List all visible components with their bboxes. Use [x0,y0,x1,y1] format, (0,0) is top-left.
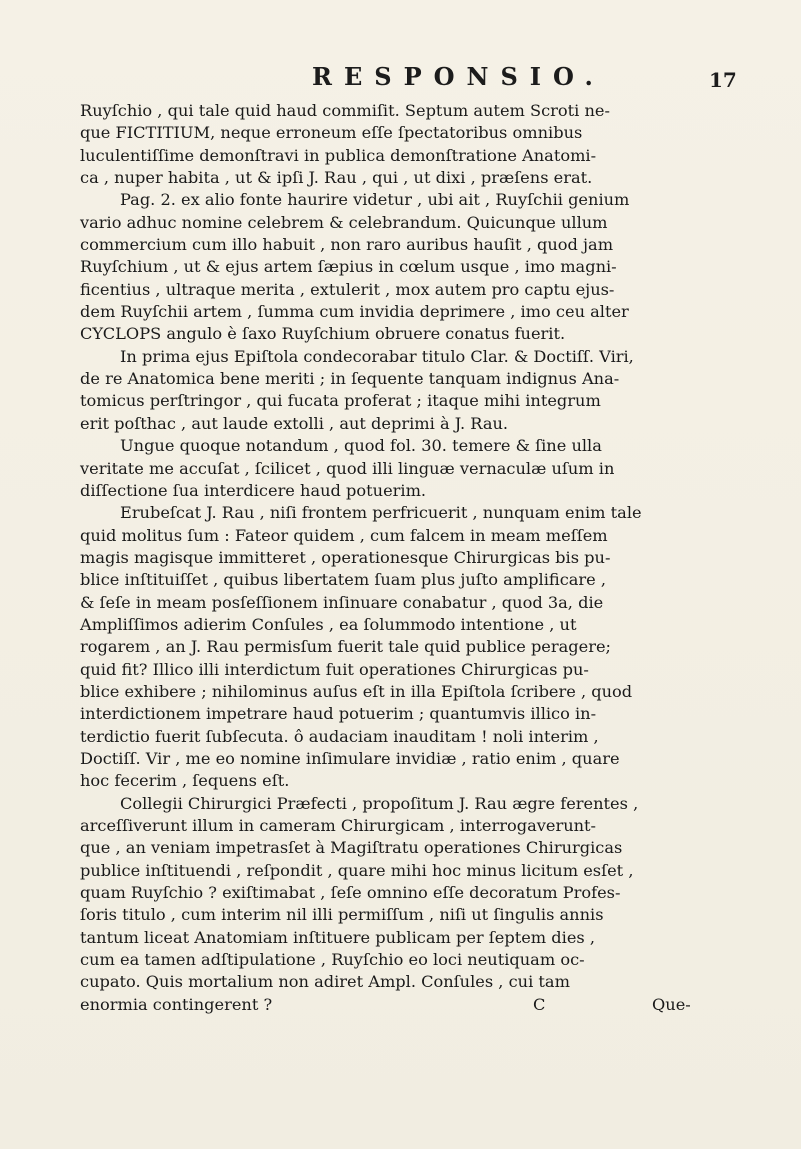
text-line: que , an veniam impetrasſet à Magiſtratu operationes Chirurgicas [80,838,623,858]
text-line: rogarem , an J. Rau permisſum fuerit tale quid publice peragere; [80,637,611,657]
text-line: Ruyſchio , qui tale quid haud commiſit. Septum autem Scroti ne- [80,101,610,120]
text-line: tantum liceat Anatomiam inſtituere publicam per ſeptem dies , [80,927,596,947]
text-line: Pag. 2. ex alio fonte haurire videtur , ubi ait , Ruyſchii genium [120,190,630,210]
text-line: quid molitus ſum : Fateor quidem , cum falcem in meam meſſem [80,525,608,545]
text-line: hoc fecerim , ſequens eſt. [80,771,290,791]
text-line: & ſeſe in meam posſeſſionem inſinuare conabatur , quod 3a, die [80,592,604,612]
text-line: luculentiſſime demonſtravi in publica demonſtratione Anatomi- [80,145,597,165]
text-line: ficentius , ultraque merita , extulerit , mox autem pro captu ejus- [80,279,615,299]
page-header [0,62,801,98]
text-line: blice inſtituiſſet , quibus libertatem ſuam plus juſto amplificare , [80,570,607,590]
text-line: vario adhuc nomine celebrem & celebrandum. Quicunque ullum [80,212,608,232]
last-line [80,994,723,1016]
text-line: Erubeſcat J. Rau , niſi frontem perfricuerit , nunquam enim tale [120,503,642,523]
text-line: tomicus perſtringor , qui fucata proferat ; itaque mihi integrum [80,391,601,411]
text-line: commercium cum illo habuit , non raro auribus hauſit , quod jam [80,235,614,255]
text-line: blice exhibere ; nihilominus auſus eſt in illa Epiſtola ſcribere , quod [80,681,633,701]
text-line: diſſectione ſua interdicere haud potuerim. [80,480,427,500]
text-line: enormia contingerent ? [80,994,273,1014]
body-text [80,100,723,1016]
text-line: quid fit? Illico illi interdictum fuit operationes Chirurgicas pu- [80,659,589,679]
text-line: ſoris titulo , cum interim nil illi permiſſum , niſi ut ſingulis annis [80,905,604,925]
text-line: publice inſtituendi , reſpondit , quare mihi hoc minus licitum esſet , [80,860,634,880]
running-head: RESPONSIO. [312,62,605,91]
text-line: interdictionem impetrare haud potuerim ; quantumvis illico in- [80,704,597,724]
signature-mark: C [533,994,546,1014]
text-line: Collegii Chirurgici Præfecti , propoſitum J. Rau ægre ferentes , [120,793,639,813]
text-line: de re Anatomica bene meriti ; in ſequente tanquam indignus Ana- [80,369,620,389]
text-line: Ampliſſimos adierim Conſules , ea ſolummodo intentione , ut [80,614,577,634]
text-line: magis magisque immitteret , operationesque Chirurgicas bis pu- [80,547,611,567]
text-line: Ruyſchium , ut & ejus artem ſæpius in cœlum usque , imo magni- [80,257,617,277]
catchword: Que- [652,994,691,1014]
text-line: terdictio fuerit ſubſecuta. ô audaciam inauditam ! noli interim , [80,726,599,746]
text-line: Ungue quoque notandum , quod fol. 30. temere & ſine ulla [120,436,602,456]
text-line: quam Ruyſchio ? exiſtimabat , ſeſe omnino eſſe decoratum Profes- [80,883,621,903]
text-line: dem Ruyſchii artem , ſumma cum invidia deprimere , imo ceu alter [80,302,629,322]
text-line: In prima ejus Epiſtola condecorabar titulo Clar. & Doctiſſ. Viri, [120,346,634,366]
text-line: veritate me accuſat , ſcilicet , quod illi linguæ vernaculæ uſum in [80,458,615,478]
text-line: que FICTITIUM, neque erroneum eſſe ſpectatoribus omnibus [80,123,583,143]
page-number: 17 [709,68,737,92]
text-line: arceſſiverunt illum in cameram Chirurgicam , interrogaverunt- [80,816,597,835]
text-line: ca , nuper habita , ut & ipſi J. Rau , qui , ut dixi , præſens erat. [80,168,593,188]
text-line: cupato. Quis mortalium non adiret Ampl. Conſules , cui tam [80,972,570,992]
text-line: Doctiſſ. Vir , me eo nomine inſimulare invidiæ , ratio enim , quare [80,748,620,768]
text-line: CYCLOPS angulo è ſaxo Ruyſchium obruere conatus fuerit. [80,324,566,344]
text-line: cum ea tamen adſtipulatione , Ruyſchio eo loci neutiquam oc- [80,950,585,970]
text-line: erit poſthac , aut laude extolli , aut deprimi à J. Rau. [80,413,509,433]
